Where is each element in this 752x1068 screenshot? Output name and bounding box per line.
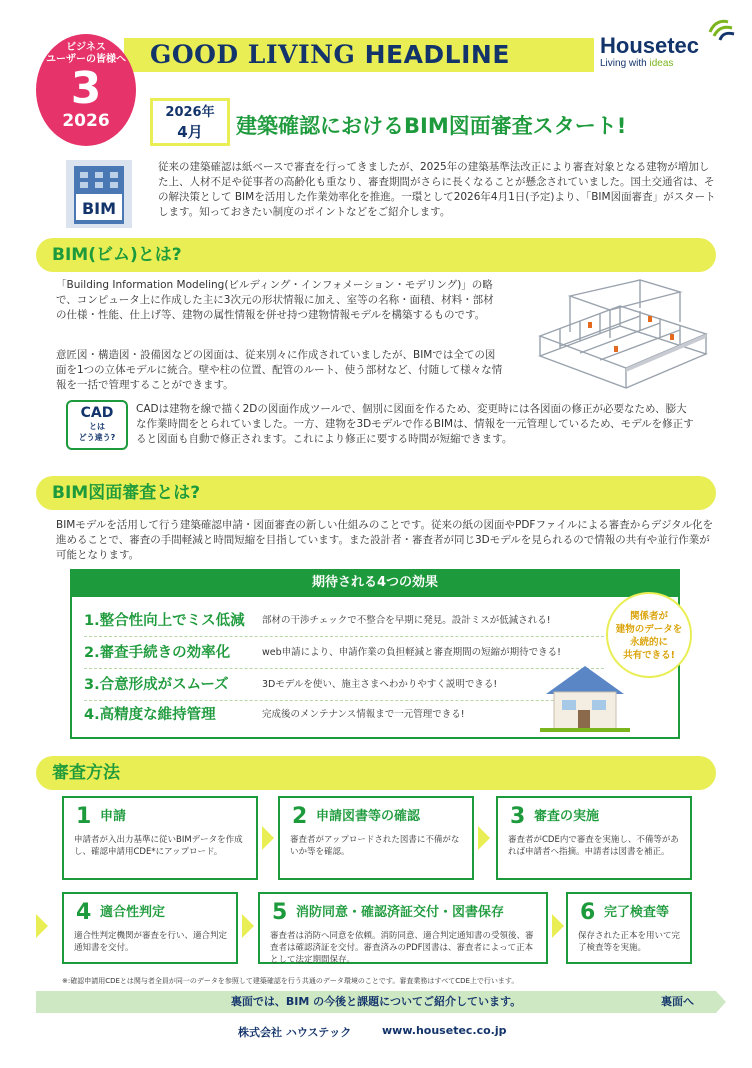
step-card <box>278 796 474 880</box>
section-review-title: BIM図面審査とは? <box>52 483 201 503</box>
effect-description: web申請により、申請作業の負担軽減と審査期間の短縮が期待できる! <box>262 647 561 658</box>
step-description: 審査者は消防へ同意を依頼。消防同意、適合判定通知書の受領後、審査者は確認済証を交付。審査済みのPDF図書は、審査者によって正本として法定期間保存。 <box>270 931 534 965</box>
bim-definition: 「Building Information Modeling(ビルディング・インフォメーション・モデリング)」の略で、コンピュータ上に作成した主に3次元の形状情報に加え、室等の名称・面積、材料・部材の仕様・性能、仕上げ等、建物の属性情報を併せ持つ建物情報モデルを構築するものです。 <box>56 279 494 321</box>
cde-footnote: ※:確認申請用CDEとは関与者全員が同一のデータを参照して建築確認を行う共通のデータ環境のことです。審査業務はすべてCDE上で行います。 <box>62 977 519 985</box>
cad-label-question: どう違う? <box>78 433 116 442</box>
bim-integration: 意匠図・構造図・設備図などの図面は、従来別々に作成されていましたが、BIMでは全ての図面を1つの立体モデルに統合。壁や柱の位置、配管のルート、使う部材など、付随して様々な情報を一括で管理することができます。 <box>56 349 503 391</box>
issue-badge <box>36 34 136 146</box>
newsletter-headline <box>150 38 510 72</box>
step-description: 保存された正本を用いて完了検査等を実施。 <box>578 931 681 953</box>
step-arrow-icon <box>36 914 48 938</box>
effect-title: 4.高精度な維持管理 <box>84 707 216 723</box>
effect-row <box>84 642 604 664</box>
step-title: 申請図書等の確認 <box>316 809 421 824</box>
step-arrow-icon <box>262 826 274 850</box>
step-number: 3 <box>510 804 526 829</box>
step-number: 6 <box>580 900 596 925</box>
badge-line1: ビジネス <box>66 42 106 53</box>
issue-number: 3 <box>70 63 102 114</box>
bubble-line: 建物のデータを <box>615 624 683 635</box>
tagline-prefix: Living with <box>600 58 650 69</box>
effect-row <box>84 610 604 632</box>
review-description: BIMモデルを活用して行う建築確認申請・図面審査の新しい仕組みのことです。従来の紙の図面やPDFファイルによる審査からデジタル化を進めることで、審査の手間軽減と時間短縮を目指しています。また設計者・審査者が同じ3Dモデルを見られるので情報の共有や並行作業が可能となります。 <box>56 519 714 561</box>
next-arrow-icon <box>716 991 726 1013</box>
step-number: 5 <box>272 900 288 925</box>
intro-paragraph: 従来の建築確認は紙ベースで審査を行ってきましたが、2025年の建築基準法改正により審査対象となる建物が増加した上、人材不足や従事者の高齢化も重なり、審査期間がさらに長くなることが懸念されていました。国土交通省は、その解決策として BIMを活用した作業効率化を推進。一環として2026年4月1日(予定)より、「BIM図面審査」がスタートします。知っておきたい制度のポイントなどをご紹介します。 <box>158 161 716 218</box>
bim-3d-model-image <box>530 276 716 396</box>
headline-good-living: GOOD LIVING <box>150 40 365 69</box>
step-title: 適合性判定 <box>100 905 166 920</box>
section-method-bar <box>36 756 716 790</box>
step-card <box>62 892 238 964</box>
issue-year: 2026 <box>62 111 110 131</box>
next-page-bar <box>36 991 716 1013</box>
section-review-bar <box>36 476 716 510</box>
date-year: 2026年 <box>165 105 215 120</box>
step-arrow-icon <box>242 914 254 938</box>
step-arrow-icon <box>478 826 490 850</box>
brand-tagline <box>600 58 720 69</box>
step-card <box>62 796 258 880</box>
tagline-accent: ideas <box>649 58 674 69</box>
section-method-title: 審査方法 <box>52 763 120 783</box>
effect-description: 完成後のメンテナンス情報まで一元管理できる! <box>262 709 465 720</box>
step-description: 適合性判定機関が審査を行い、適合判定通知書を交付。 <box>74 931 228 953</box>
effect-description: 3Dモデルを使い、施主さまへわかりやすく説明できる! <box>262 679 498 690</box>
step-description: 審査者がアップロードされた図書に不備がないか等を確認。 <box>290 835 460 857</box>
effect-divider <box>84 636 604 637</box>
start-date-box <box>150 98 230 146</box>
date-month: 4月 <box>177 123 203 141</box>
effect-title: 3.合意形成がスムーズ <box>84 677 229 693</box>
cad-label-towa: とは <box>89 422 105 431</box>
effect-row <box>84 704 604 726</box>
section-bim-title: BIM(ビム)とは? <box>52 245 182 265</box>
page-title: 建築確認におけるBIM図面審査スタート! <box>236 114 627 138</box>
badge-line2: ユーザーの皆様へ <box>46 54 126 65</box>
website-url[interactable]: www.housetec.co.jp <box>382 1024 507 1037</box>
house-illustration <box>540 660 630 734</box>
step-card <box>566 892 692 964</box>
section-bim-bar <box>36 238 716 272</box>
step-card <box>258 892 548 964</box>
effect-description: 部材の干渉チェックで不整合を早期に発見。設計ミスが低減される! <box>262 615 551 626</box>
effects-title: 期待される4つの効果 <box>70 569 680 597</box>
step-arrow-icon <box>552 914 564 938</box>
effect-divider <box>84 668 604 669</box>
step-number: 4 <box>76 900 92 925</box>
effect-divider <box>84 700 604 701</box>
cad-label: CAD <box>80 405 114 421</box>
step-title: 審査の実施 <box>534 809 600 824</box>
next-page-text: 裏面では、BIM の今後と課題についてご紹介しています。 <box>230 995 522 1008</box>
step-number: 2 <box>292 804 308 829</box>
bubble-line: 関係者が <box>629 611 668 622</box>
effect-title: 1.整合性向上でミス低減 <box>84 613 245 629</box>
brand-name: Housetec <box>600 33 700 58</box>
bim-building-icon <box>66 160 132 228</box>
bubble-line: 共有できる! <box>623 650 675 661</box>
bubble-line: 永続的に <box>629 637 668 648</box>
step-card <box>496 796 692 880</box>
cad-comparison-badge <box>66 400 128 450</box>
step-title: 消防同意・確認済証交付・図書保存 <box>296 905 505 920</box>
step-title: 完了検査等 <box>604 905 670 920</box>
step-description: 審査者がCDE内で審査を実施し、不備等があれば申請者へ指摘。申請者は図書を補正。 <box>508 835 679 857</box>
cad-explanation: CADは建物を線で描く2Dの図面作成ツールで、個別に図面を作るため、変更時には各図面の修正が必要なため、膨大な作業時間をとられていました。一方、建物を3Dモデルで作るBIMは、情報を一元管理しているため、モデルを修正すると図面も自動で修正されます。これにより修正に要する時間が短縮できます。 <box>136 403 694 445</box>
step-title: 申請 <box>100 809 127 824</box>
effect-title: 2.審査手続きの効率化 <box>84 645 231 661</box>
next-page-link[interactable]: 裏面へ <box>661 995 694 1008</box>
bim-icon-label: BIM <box>81 199 117 218</box>
step-number: 1 <box>76 804 92 829</box>
company-name: 株式会社 ハウステック <box>238 1026 352 1039</box>
step-description: 申請者が入出力基準に従いBIMデータを作成し、確認申請用CDE*にアップロード。 <box>74 835 243 857</box>
headline-word: HEADLINE <box>364 40 510 69</box>
housetec-logo <box>600 34 720 78</box>
effect-row <box>84 674 604 696</box>
